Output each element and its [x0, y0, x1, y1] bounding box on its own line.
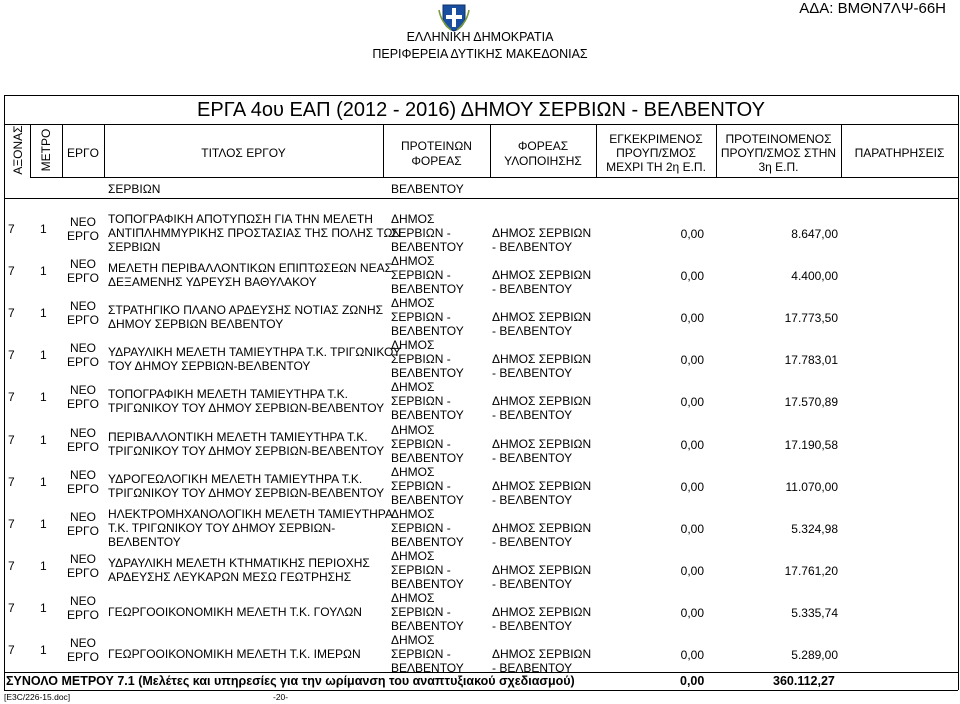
row-metro: 1	[40, 222, 47, 236]
row-proposed-budget: 11.070,00	[785, 479, 838, 494]
col-header-foreas-line1: ΦΟΡΕΑΣ	[517, 139, 569, 153]
footer-page: -20-	[273, 692, 289, 702]
row-approved-budget: 0,00	[680, 269, 704, 284]
row-proposer: ΔΗΜΟΣ	[391, 464, 435, 479]
row-implementer: ΔΗΜΟΣ ΣΕΡΒΙΩΝ	[492, 394, 592, 409]
col-header-ergo: ΕΡΓΟ	[67, 146, 99, 160]
header-line-1: ΕΛΛΗΝΙΚΗ ΔΗΜΟΚΡΑΤΙΑ	[406, 30, 554, 44]
row-proposer: ΔΗΜΟΣ	[391, 254, 435, 269]
col-header-proteinon-line2: ΦΟΡΕΑΣ	[411, 154, 462, 168]
row-ergo: ΝΕΟ	[69, 551, 96, 566]
row-title: ΥΔΡΟΓΕΩΛΟΓΙΚΗ ΜΕΛΕΤΗ ΤΑΜΙΕΥΤΗΡΑ Τ.Κ.	[108, 471, 363, 486]
row-axonas: 7	[8, 222, 15, 236]
row-proposer: ΣΕΡΒΙΩΝ -	[391, 436, 451, 451]
row-proposed-budget: 17.773,50	[784, 311, 838, 326]
row-metro: 1	[40, 643, 47, 657]
row-ergo: ΕΡΓΟ	[67, 439, 99, 454]
row-proposed-budget: 8.647,00	[791, 227, 838, 241]
row-implementer: - ΒΕΛΒΕΝΤΟΥ	[492, 408, 573, 423]
col-header-proteinomenos-line2: ΠΡΟΥΠ/ΣΜΟΣ ΣΤΗΝ	[720, 146, 837, 160]
row-proposer: ΒΕΛΒΕΝΤΟΥ	[391, 492, 464, 507]
row-implementer: ΔΗΜΟΣ ΣΕΡΒΙΩΝ	[492, 562, 592, 577]
row-proposed-budget: 17.570,89	[784, 395, 838, 410]
row-title: ΥΔΡΑΥΛΙΚΗ ΜΕΛΕΤΗ ΤΑΜΙΕΥΤΗΡΑ Τ.Κ. ΤΡΙΓΩΝΙΚΟΥ	[108, 345, 401, 360]
row-approved-budget: 0,00	[680, 521, 704, 536]
total-label: ΣΥΝΟΛΟ ΜΕΤΡΟΥ 7.1 (Μελέτες και υπηρεσίες για την ωρίμανση του αναπτυξιακού σχεδιασμού)	[6, 674, 575, 688]
row-metro: 1	[40, 432, 47, 447]
row-ergo: ΝΕΟ	[69, 299, 96, 314]
row-title: ΤΡΙΓΩΝΙΚΟΥ ΤΟΥ ΔΗΜΟΥ ΣΕΡΒΙΩΝ-ΒΕΛΒΕΝΤΟΥ	[108, 443, 385, 458]
row-proposer: ΣΕΡΒΙΩΝ -	[391, 268, 451, 283]
row-implementer: ΔΗΜΟΣ ΣΕΡΒΙΩΝ	[492, 226, 592, 240]
row-proposer: ΒΕΛΒΕΝΤΟΥ	[391, 661, 464, 675]
col-header-foreas-line2: ΥΛΟΠΟΙΗΣΗΣ	[504, 154, 582, 168]
row-ergo: ΝΕΟ	[69, 341, 96, 356]
row-implementer: ΔΗΜΟΣ ΣΕΡΒΙΩΝ	[492, 647, 592, 661]
row-ergo: ΝΕΟ	[69, 215, 96, 229]
row-axonas: 7	[8, 306, 15, 321]
row-ergo: ΕΡΓΟ	[67, 397, 99, 412]
row-approved-budget: 0,00	[680, 605, 704, 620]
row-implementer: ΔΗΜΟΣ ΣΕΡΒΙΩΝ	[492, 604, 592, 619]
row-approved-budget: 0,00	[680, 437, 704, 452]
row-title: ΔΕΞΑΜΕΝΗΣ ΥΔΡΕΥΣΗ ΒΑΘΥΛΑΚΟΥ	[108, 275, 317, 290]
row-implementer: ΔΗΜΟΣ ΣΕΡΒΙΩΝ	[492, 436, 592, 451]
row-implementer: ΔΗΜΟΣ ΣΕΡΒΙΩΝ	[492, 310, 592, 325]
row-proposer: ΣΕΡΒΙΩΝ -	[391, 310, 451, 325]
row-title: ΤΟΥ ΔΗΜΟΥ ΣΕΡΒΙΩΝ-ΒΕΛΒΕΝΤΟΥ	[108, 359, 311, 374]
row-proposer: ΣΕΡΒΙΩΝ -	[391, 352, 451, 367]
row-metro: 1	[40, 474, 47, 489]
row-implementer: ΔΗΜΟΣ ΣΕΡΒΙΩΝ	[492, 478, 592, 493]
row-proposed-budget: 17.761,20	[784, 563, 838, 578]
row-axonas: 7	[8, 600, 15, 615]
row-ergo: ΕΡΓΟ	[67, 313, 99, 328]
row-axonas: 7	[8, 432, 15, 447]
footer-file: [E3C/226-15.doc]	[4, 692, 71, 702]
row-approved-budget: 0,00	[680, 311, 704, 326]
row-title: ΤΟΠΟΓΡΑΦΙΚΗ ΜΕΛΕΤΗ ΤΑΜΙΕΥΤΗΡΑ Τ.Κ.	[108, 387, 348, 402]
row-axonas: 7	[8, 643, 15, 657]
row-implementer: ΔΗΜΟΣ ΣΕΡΒΙΩΝ	[492, 520, 592, 535]
row-implementer: - ΒΕΛΒΕΝΤΟΥ	[492, 618, 573, 633]
row-axonas: 7	[8, 558, 15, 573]
row-proposer: ΔΗΜΟΣ	[391, 506, 435, 521]
row-title: ΣΤΡΑΤΗΓΙΚΟ ΠΛΑΝΟ ΑΡΔΕΥΣΗΣ ΝΟΤΙΑΣ ΖΩΝΗΣ	[108, 303, 384, 318]
row-proposer: ΔΗΜΟΣ	[391, 422, 435, 437]
row-title: ΗΛΕΚΤΡΟΜΗΧΑΝΟΛΟΓΙΚΗ ΜΕΛΕΤΗ ΤΑΜΙΕΥΤΗΡΑ	[108, 506, 393, 521]
col-header-egkekrimenos-line3: ΜΕΧΡΙ ΤΗ 2η Ε.Π.	[606, 160, 706, 174]
row-title: ΑΡΔΕΥΣΗΣ ΛΕΥΚΑΡΩΝ ΜΕΣΩ ΓΕΩΤΡΗΣΗΣ	[108, 569, 352, 584]
row-proposer: ΒΕΛΒΕΝΤΟΥ	[391, 408, 464, 423]
row-axonas: 7	[8, 474, 15, 489]
row-proposer: ΣΕΡΒΙΩΝ -	[391, 520, 451, 535]
row-proposed-budget: 17.783,01	[784, 353, 838, 368]
row-proposer: ΣΕΡΒΙΩΝ -	[391, 478, 451, 493]
row-proposed-budget: 5.324,98	[791, 521, 838, 536]
row-ergo: ΝΕΟ	[69, 383, 96, 398]
row-metro: 1	[40, 600, 47, 615]
row-proposed-budget: 5.335,74	[791, 605, 838, 620]
row-metro: 1	[40, 264, 47, 279]
row-title: ΥΔΡΑΥΛΙΚΗ ΜΕΛΕΤΗ ΚΤΗΜΑΤΙΚΗΣ ΠΕΡΙΟΧΗΣ	[108, 555, 370, 570]
row-proposer: ΒΕΛΒΕΝΤΟΥ	[391, 240, 464, 254]
header-line-2: ΠΕΡΙΦΕΡΕΙΑ ΔΥΤΙΚΗΣ ΜΑΚΕΔΟΝΙΑΣ	[372, 47, 588, 61]
row-title: ΒΕΛΒΕΝΤΟΥ	[108, 534, 181, 549]
row-metro: 1	[40, 390, 47, 405]
row-ergo: ΕΡΓΟ	[67, 229, 99, 243]
row-implementer: - ΒΕΛΒΕΝΤΟΥ	[492, 492, 573, 507]
row-implementer: - ΒΕΛΒΕΝΤΟΥ	[492, 661, 573, 675]
row-proposer: ΒΕΛΒΕΝΤΟΥ	[391, 366, 464, 381]
row-ergo: ΝΕΟ	[69, 593, 96, 608]
row-implementer: ΔΗΜΟΣ ΣΕΡΒΙΩΝ	[492, 268, 592, 283]
row-ergo: ΝΕΟ	[69, 636, 96, 650]
col-header-proteinon-line1: ΠΡΟΤΕΙΝΩΝ	[401, 139, 472, 153]
row-proposer: ΒΕΛΒΕΝΤΟΥ	[391, 618, 464, 633]
row-proposer: ΔΗΜΟΣ	[391, 633, 435, 647]
row-ergo: ΝΕΟ	[69, 509, 96, 524]
row-metro: 1	[40, 558, 47, 573]
row-implementer: - ΒΕΛΒΕΝΤΟΥ	[492, 450, 573, 465]
row-implementer: - ΒΕΛΒΕΝΤΟΥ	[492, 324, 573, 339]
row-approved-budget: 0,00	[680, 227, 704, 241]
table-title: ΕΡΓΑ 4ου ΕΑΠ (2012 - 2016) ΔΗΜΟΥ ΣΕΡΒΙΩΝ - ΒΕΛΒΕΝΤΟΥ	[197, 99, 765, 121]
row-title: ΓΕΩΡΓΟΟΙΚΟΝΟΜΙΚΗ ΜΕΛΕΤΗ Τ.Κ. ΙΜΕΡΩΝ	[108, 647, 361, 661]
row-approved-budget: 0,00	[680, 395, 704, 410]
row-implementer: - ΒΕΛΒΕΝΤΟΥ	[492, 366, 573, 381]
row-proposer: ΣΕΡΒΙΩΝ -	[391, 562, 451, 577]
row-metro: 1	[40, 348, 47, 363]
row-ergo: ΝΕΟ	[69, 467, 96, 482]
row-proposed-budget: 5.289,00	[791, 648, 838, 662]
row-implementer: - ΒΕΛΒΕΝΤΟΥ	[492, 534, 573, 549]
row-ergo: ΕΡΓΟ	[67, 523, 99, 538]
row-ergo: ΕΡΓΟ	[67, 565, 99, 580]
row-proposer: ΔΗΜΟΣ	[391, 548, 435, 563]
row-ergo: ΕΡΓΟ	[67, 355, 99, 370]
row-proposer: ΣΕΡΒΙΩΝ -	[391, 226, 451, 240]
row-approved-budget: 0,00	[680, 563, 704, 578]
row-proposer: ΔΗΜΟΣ	[391, 338, 435, 353]
row-proposer: ΒΕΛΒΕΝΤΟΥ	[391, 282, 464, 297]
row-metro: 1	[40, 306, 47, 321]
row-title: ΑΝΤΙΠΛΗΜΜΥΡΙΚΗΣ ΠΡΟΣΤΑΣΙΑΣ ΤΗΣ ΠΟΛΗΣ ΤΩΝ	[108, 226, 402, 240]
row-proposer: ΣΕΡΒΙΩΝ -	[391, 394, 451, 409]
row-metro: 1	[40, 516, 47, 531]
col-header-egkekrimenos-line2: ΠΡΟΥΠ/ΣΜΟΣ	[616, 146, 696, 160]
row-implementer: ΔΗΜΟΣ ΣΕΡΒΙΩΝ	[492, 352, 592, 367]
row-proposed-budget: 4.400,00	[791, 269, 838, 284]
row-proposed-budget: 17.190,58	[784, 437, 838, 452]
subheader-right: ΒΕΛΒΕΝΤΟΥ	[391, 182, 464, 196]
row-proposer: ΔΗΜΟΣ	[391, 212, 435, 226]
row-title: ΤΟΠΟΓΡΑΦΙΚΗ ΑΠΟΤΥΠΩΣΗ ΓΙΑ ΤΗΝ ΜΕΛΕΤΗ	[108, 212, 373, 226]
row-proposer: ΔΗΜΟΣ	[391, 380, 435, 395]
greek-emblem-icon	[437, 2, 471, 32]
row-ergo: ΕΡΓΟ	[67, 607, 99, 622]
row-title: ΤΡΙΓΩΝΙΚΟΥ ΤΟΥ ΔΗΜΟΥ ΣΕΡΒΙΩΝ-ΒΕΛΒΕΝΤΟΥ	[108, 401, 385, 416]
row-proposer: ΔΗΜΟΣ	[391, 590, 435, 605]
row-ergo: ΕΡΓΟ	[67, 271, 99, 286]
row-ergo: ΝΕΟ	[69, 425, 96, 440]
row-axonas: 7	[8, 348, 15, 363]
row-title: ΔΗΜΟΥ ΣΕΡΒΙΩΝ ΒΕΛΒΕΝΤΟΥ	[108, 317, 284, 332]
row-title: ΤΡΙΓΩΝΙΚΟΥ ΤΟΥ ΔΗΜΟΥ ΣΕΡΒΙΩΝ-ΒΕΛΒΕΝΤΟΥ	[108, 485, 385, 500]
row-proposer: ΒΕΛΒΕΝΤΟΥ	[391, 324, 464, 339]
col-header-egkekrimenos-line1: ΕΓΚΕΚΡΙΜΕΝΟΣ	[609, 132, 703, 146]
row-proposer: ΒΕΛΒΕΝΤΟΥ	[391, 576, 464, 591]
row-ergo: ΝΕΟ	[69, 257, 96, 272]
col-header-proteinomenos-line3: 3η Ε.Π.	[758, 160, 799, 174]
row-axonas: 7	[8, 264, 15, 279]
row-approved-budget: 0,00	[680, 353, 704, 368]
row-proposer: ΣΕΡΒΙΩΝ -	[391, 604, 451, 619]
row-implementer: - ΒΕΛΒΕΝΤΟΥ	[492, 576, 573, 591]
row-proposer: ΣΕΡΒΙΩΝ -	[391, 647, 451, 661]
row-title: ΜΕΛΕΤΗ ΠΕΡΙΒΑΛΛΟΝΤΙΚΩΝ ΕΠΙΠΤΩΣΕΩΝ ΝΕΑΣ	[108, 261, 393, 276]
row-implementer: - ΒΕΛΒΕΝΤΟΥ	[492, 282, 573, 297]
row-title: ΓΕΩΡΓΟΟΙΚΟΝΟΜΙΚΗ ΜΕΛΕΤΗ Τ.Κ. ΓΟΥΛΩΝ	[108, 604, 362, 619]
row-implementer: - ΒΕΛΒΕΝΤΟΥ	[492, 240, 573, 254]
col-header-metro: ΜΕΤΡΟ	[39, 128, 53, 172]
total-approved: 0,00	[680, 674, 705, 688]
row-proposer: ΔΗΜΟΣ	[391, 296, 435, 311]
row-axonas: 7	[8, 516, 15, 531]
row-ergo: ΕΡΓΟ	[67, 481, 99, 496]
col-header-paratiriseis: ΠΑΡΑΤΗΡΗΣΕΙΣ	[854, 146, 945, 160]
row-axonas: 7	[8, 390, 15, 405]
row-proposer: ΒΕΛΒΕΝΤΟΥ	[391, 450, 464, 465]
row-ergo: ΕΡΓΟ	[67, 650, 99, 664]
col-header-axonas: ΑΞΟΝΑΣ	[11, 125, 25, 175]
subheader-left: ΣΕΡΒΙΩΝ	[108, 182, 161, 196]
row-title: Τ.Κ. ΤΡΙΓΩΝΙΚΟΥ ΤΟΥ ΔΗΜΟΥ ΣΕΡΒΙΩΝ-	[108, 520, 336, 535]
row-title: ΠΕΡΙΒΑΛΛΟΝΤΙΚΗ ΜΕΛΕΤΗ ΤΑΜΙΕΥΤΗΡΑ Τ.Κ.	[108, 429, 368, 444]
row-approved-budget: 0,00	[680, 479, 704, 494]
total-proposed: 360.112,27	[773, 674, 835, 688]
col-header-proteinomenos-line1: ΠΡΟΤΕΙΝΟΜΕΝΟΣ	[725, 132, 832, 146]
ada-code: ΑΔΑ: ΒΜΘΝ7ΛΨ-66Η	[799, 0, 946, 17]
row-approved-budget: 0,00	[680, 648, 704, 662]
row-title: ΣΕΡΒΙΩΝ	[108, 240, 161, 254]
row-proposer: ΒΕΛΒΕΝΤΟΥ	[391, 534, 464, 549]
col-header-titlos: ΤΙΤΛΟΣ ΕΡΓΟΥ	[201, 146, 286, 160]
